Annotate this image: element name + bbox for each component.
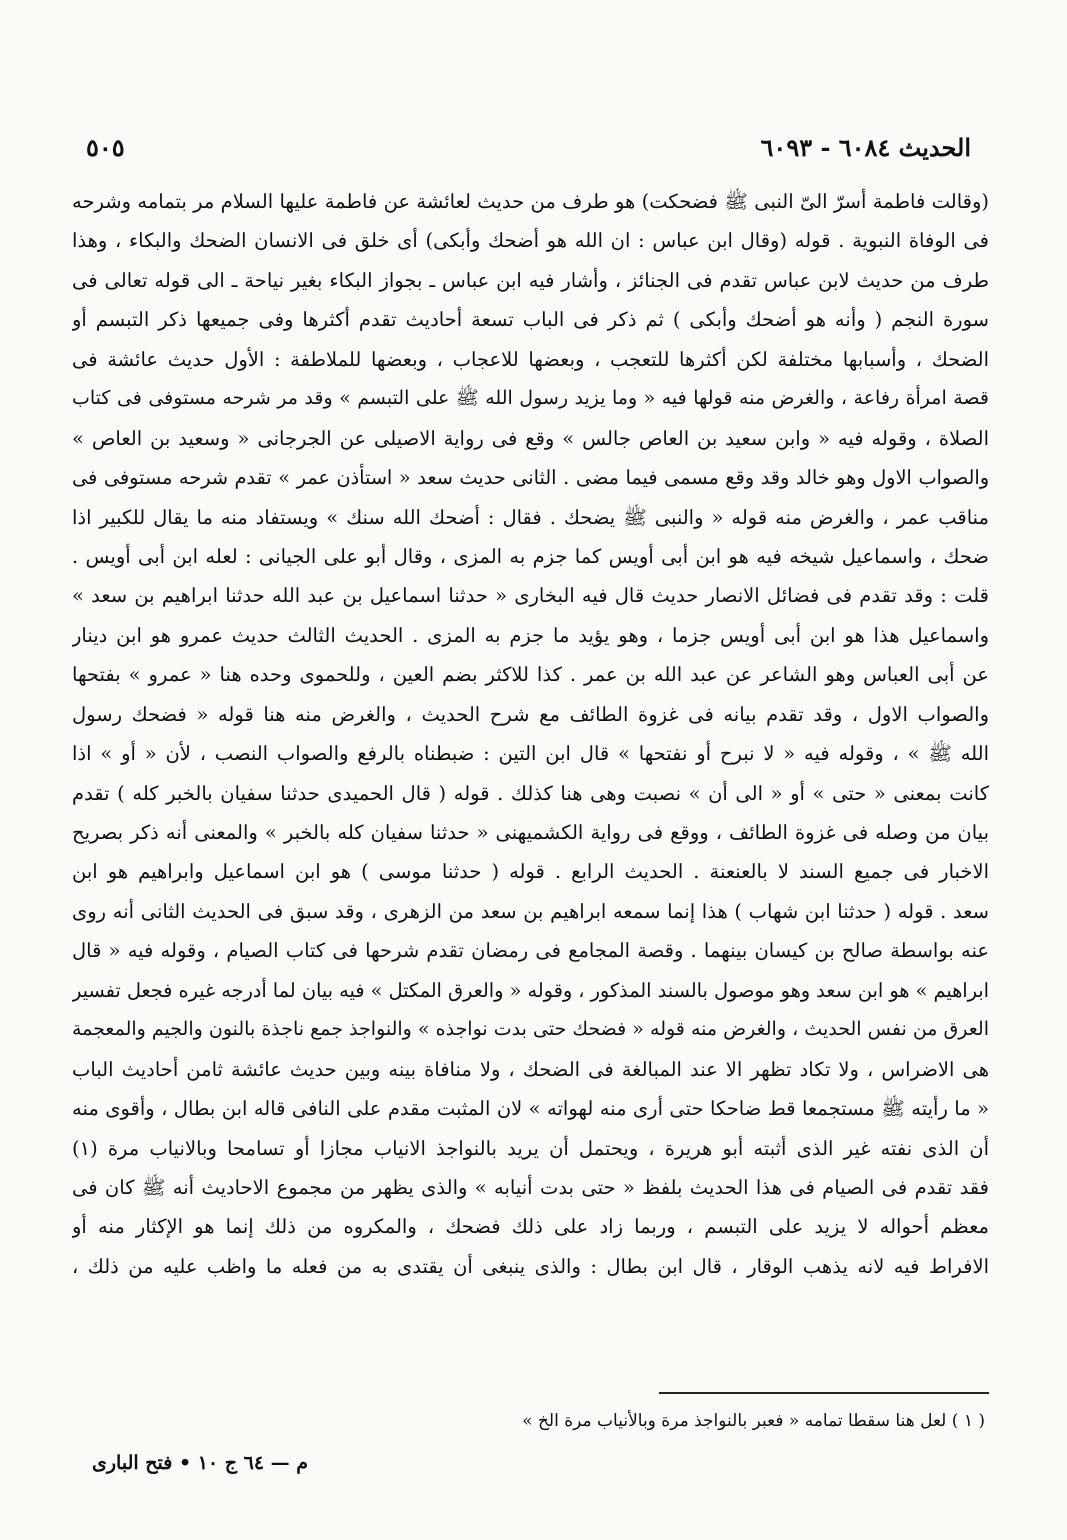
text-line: سعد . قوله ( حدثنا ابن شهاب ) هذا إنما سمعه ابراهيم بن سعد من الزهرى ، وقد سبق فى الحديث الثانى أنه روى: [72, 899, 989, 923]
text-line: الضحك ، وأسبابها مختلفة لكن أكثرها للتعجب ، وبعضها للاعجاب ، وبعضها للملاطفة : الأول حديث عائشة فى: [72, 347, 989, 371]
text-line: عن أبى العباس وهو الشاعر عن عبد الله بن عمر . كذا للاكثر بضم العين ، وللحموى وحده هنا « عمرو » بفتحها: [72, 663, 989, 687]
text-line: عنه بواسطة صالح بن كيسان بينهما . وقصة المجامع فى رمضان تقدم شرحها فى كتاب الصيام ، وقوله فيه « قال: [72, 939, 989, 963]
text-line: مناقب عمر ، والغرض منه قوله « والنبى ﷺ يضحك . فقال : أضحك الله سنك » ويستفاد منه ما يقال للكبير اذا: [72, 505, 989, 529]
text-line: بيان من وصله فى غزوة الطائف ، ووقع فى رواية الكشميهنى « حدثنا سفيان كله بالخبر » والمعنى أنه ذكر بصريح: [72, 821, 989, 844]
footnote: ( ١ ) لعل هنا سقطا تمامه « فعبر بالنواجذ مرة وبالأنياب مرة الخ »: [522, 1411, 985, 1431]
text-line: قلت : وقد تقدم فى فضائل الانصار حديث قال فيه البخارى « حدثنا اسماعيل بن عبد الله حدثنا ابراهيم بن سعد »: [72, 584, 989, 608]
text-line: (وقالت فاطمة أسرّ الىّ النبى ﷺ فضحكت) هو طرف من حديث لعائشة عن فاطمة عليها السلام مر بتمامه وشرحه: [72, 190, 989, 213]
text-line: سورة النجم ( وأنه هو أضحك وأبكى ) ثم ذكر فى الباب تسعة أحاديث تقدم أكثرها وفى جميعها ذكر التبسم أو: [72, 308, 989, 332]
text-line: والصواب الاول وهو خالد وقد وقع مسمى فيما مضى . الثانى حديث سعد « استأذن عمر » تقدم شرحه مستوفى فى: [72, 466, 989, 490]
text-line: الاخبار فى جميع السند لا بالعنعنة . الحديث الرابع . قوله ( حدثنا موسى ) هو ابن اسماعيل وابراهيم هو ابن: [72, 860, 989, 884]
text-line: فقد تقدم فى الصيام فى هذا الحديث بلفظ « حتى بدت أنيابه » والذى يظهر من مجموع الاحاديث أنه ﷺ كان فى: [72, 1175, 989, 1199]
text-line: ابراهيم » هو ابن سعد وهو موصول بالسند المذكور ، وقوله « والعرق المكتل » فيه بيان لما أدرجه غيره فجعل تفسير: [72, 978, 989, 1002]
text-line: هى الاضراس ، ولا تكاد تظهر الا عند المبالغة فى الضحك ، ولا منافاة بينه وبين حديث عائشة ثامن أحاديث الباب: [72, 1057, 989, 1081]
text-line: واسماعيل هذا هو ابن أبى أويس جزما ، وهو يؤيد ما جزم به المزى . الحديث الثالث حديث عمرو هو ابن دينار: [72, 623, 989, 647]
text-line: ضحك ، واسماعيل شيخه فيه هو ابن أبى أويس كما جزم به المزى ، وقال أبو على الجيانى : لعله ابن أبى أويس .: [72, 544, 989, 568]
running-head: الحديث ٦٠٨٤ - ٦٠٩٣: [760, 133, 971, 162]
text-line: والصواب الاول ، وقد تقدم بيانه فى غزوة الطائف مع شرح الحديث ، والغرض منه هنا قوله « فضحك رسول: [72, 702, 989, 726]
text-line: العرق من نفس الحديث ، والغرض منه قوله « فضحك حتى بدت نواجذه » والنواجذ جمع ناجذة بالنون والجيم والمعجمة: [72, 1018, 989, 1041]
text-line: كانت بمعنى « حتى » أو « الى أن » نصبت وهى هنا كذلك . قوله ( قال الحميدى حدثنا سفيان بالخبر كله ) تقدم: [72, 781, 989, 805]
text-line: الافراط فيه لانه يذهب الوقار ، قال ابن بطال : والذى ينبغى أن يقتدى به من فعله ما واظب عليه من ذلك ،: [72, 1254, 989, 1278]
body-text: [72, 182, 989, 1286]
page-number: ٥٠٥: [86, 133, 125, 162]
text-line: فى الوفاة النبوية . قوله (وقال ابن عباس : ان الله هو أضحك وأبكى) أى خلق فى الانسان الضحك والبكاء ، وهذا: [72, 229, 989, 253]
text-line: أن الذى نفته غير الذى أثبته أبو هريرة ، ويحتمل أن يريد بالنواجذ الانياب مجازا أو تسامحا وبالانياب مرة (١): [72, 1136, 989, 1160]
text-line: الصلاة ، وقوله فيه « وابن سعيد بن العاص جالس » وقع فى رواية الاصيلى عن الجرجانى « وسعيد بن العاص »: [72, 426, 989, 450]
footnote-divider: [659, 1392, 989, 1394]
text-line: قصة امرأة رفاعة ، والغرض منه قولها فيه « وما يزيد رسول الله ﷺ على التبسم » وقد مر شرحه مستوفى فى كتاب: [72, 387, 989, 410]
text-line: معظم أحواله لا يزيد على التبسم ، وربما زاد على ذلك فضحك ، والمكروه من ذلك إنما هو الإكثار منه أو: [72, 1215, 989, 1239]
text-line: الله ﷺ » ، وقوله فيه « لا نبرح أو نفتحها » قال ابن التين : ضبطناه بالرفع والصواب النصب ، لأن « أو » اذا: [72, 742, 989, 766]
text-line: طرف من حديث لابن عباس تقدم فى الجنائز ، وأشار فيه ابن عباس ـ بجواز البكاء بغير نياحة ـ الى قوله تعالى فى: [72, 268, 989, 292]
page-header: [86, 128, 971, 168]
printer-signature-mark: م — ٦٤ ج ١٠ • فتح البارى: [92, 1452, 309, 1474]
text-line: « ما رأيته ﷺ مستجمعا قط ضاحكا حتى أرى منه لهواته » لان المثبت مقدم على النافى قاله ابن بطال ، وأقوى منه: [72, 1097, 989, 1121]
